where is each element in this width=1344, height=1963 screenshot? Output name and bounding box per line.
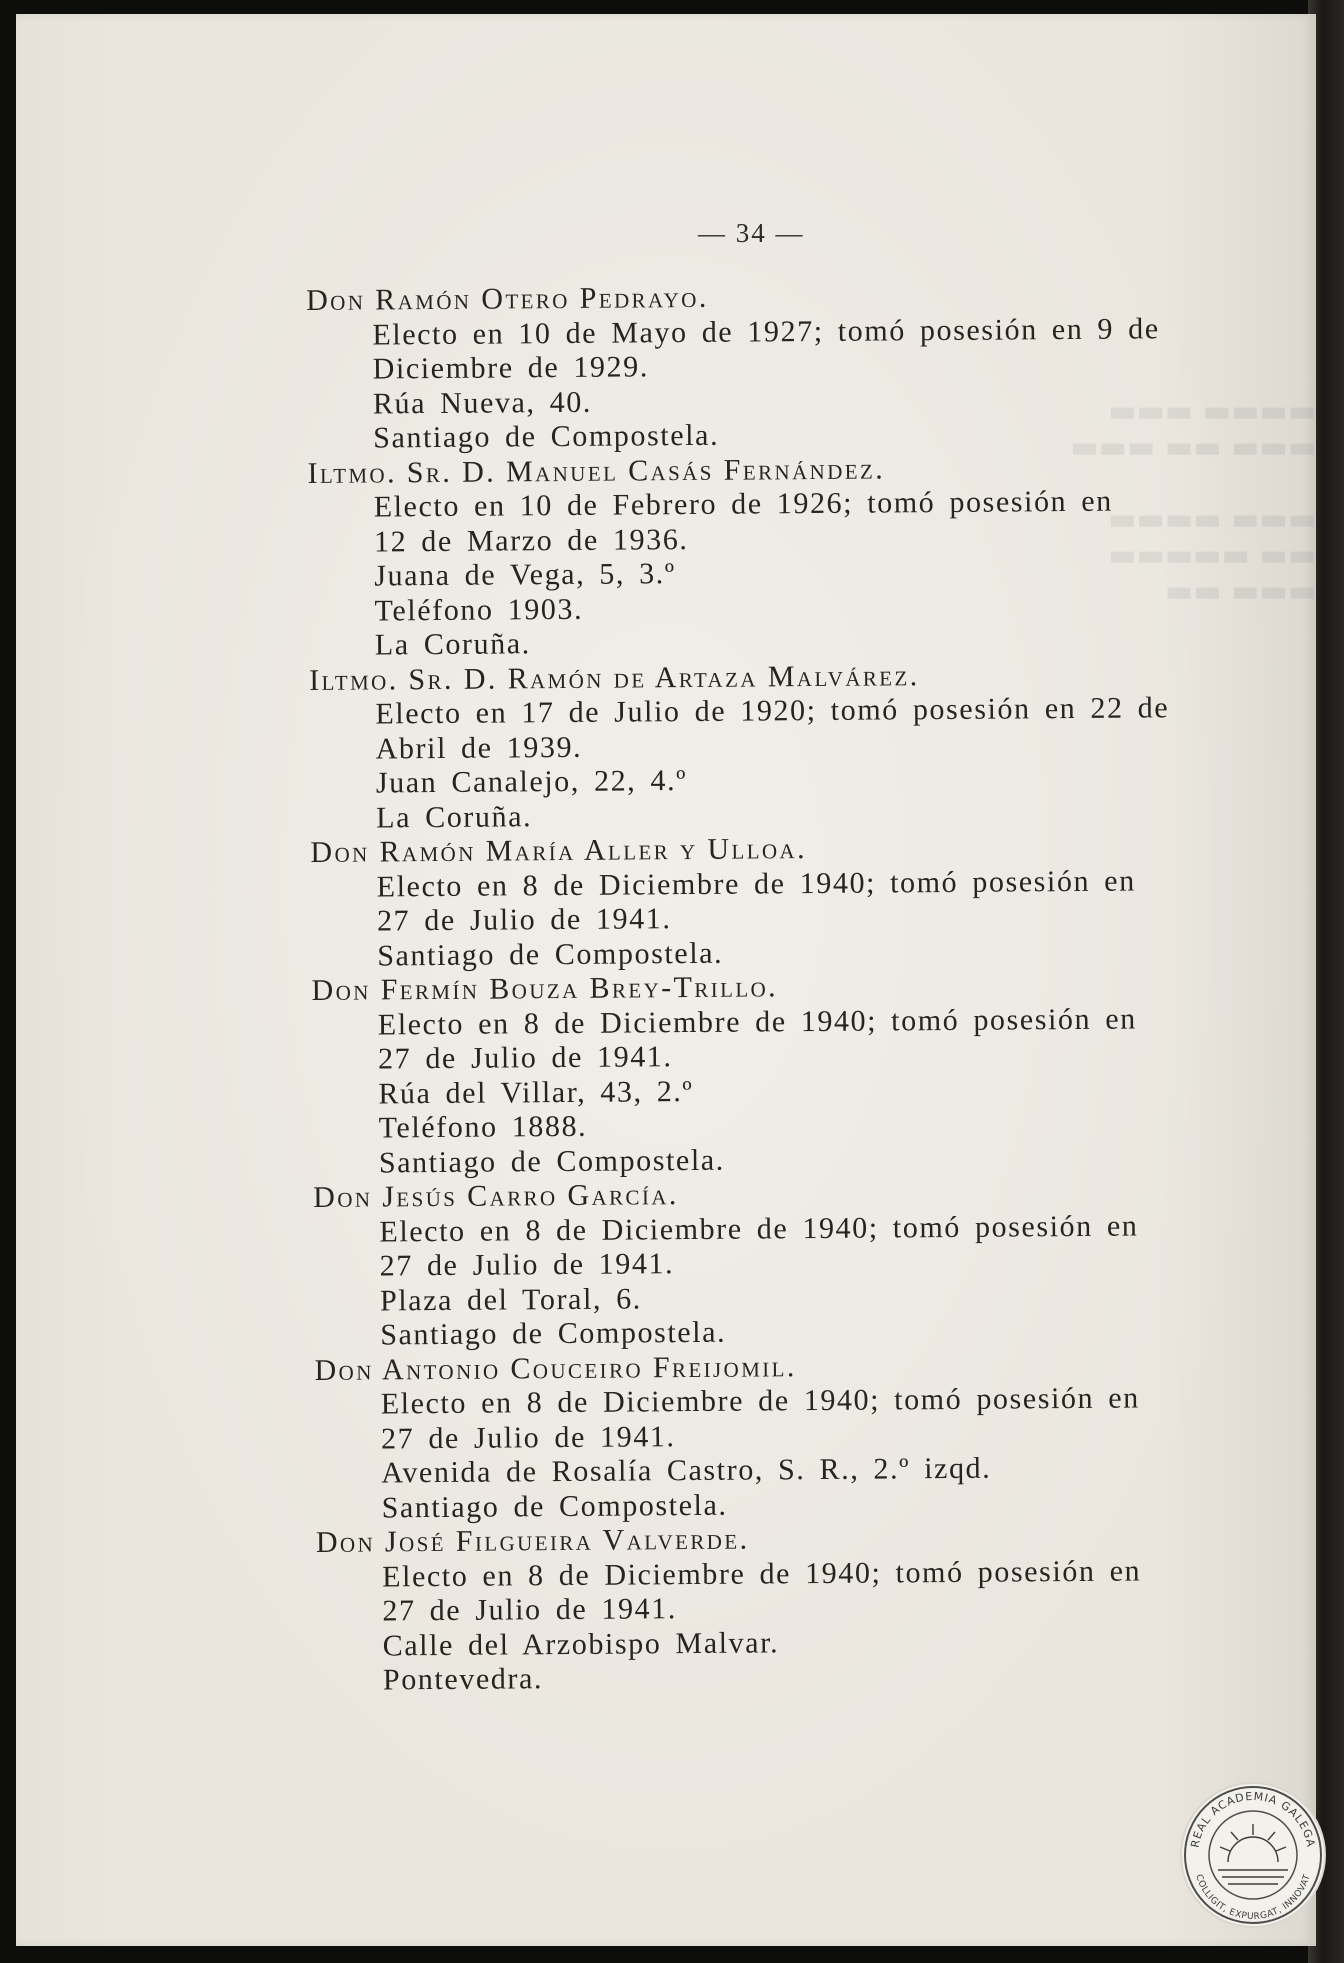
member-detail-line: Electo en 8 de Diciembre de 1940; tomó posesión en xyxy=(379,1208,1139,1248)
member-detail-line: Electo en 8 de Diciembre de 1940; tomó posesión en xyxy=(382,1553,1142,1593)
member-detail-line: Santiago de Compostela. xyxy=(378,1143,725,1179)
member-detail-line: La Coruña. xyxy=(376,799,533,834)
member-detail-line: Electo en 10 de Febrero de 1926; tomó posesión en xyxy=(373,484,1113,524)
svg-text:COLLIGIT, EXPURGAT, INNOVAT: COLLIGIT, EXPURGAT, INNOVAT xyxy=(1193,1873,1313,1923)
member-detail-line: 27 de Julio de 1941. xyxy=(376,902,672,938)
member-name: Don Fermín Bouza Brey-Trillo. xyxy=(311,970,779,1007)
member-detail-line: 27 de Julio de 1941. xyxy=(379,1247,675,1283)
member-detail-line: Electo en 8 de Diciembre de 1940; tomó posesión en xyxy=(380,1381,1140,1421)
member-detail-line: 27 de Julio de 1941. xyxy=(382,1592,678,1628)
academy-seal-stamp xyxy=(1178,1780,1328,1930)
member-entry xyxy=(307,449,1229,663)
show-through-text: ▬▬▬▬ ▬▬▬ ▬▬▬ ▬▬ ▬▬▬ ▬▬▬ ▬▬▬▬ ▬▬ ▬▬▬▬▬ ▬▬▬ ▬▬ xyxy=(1070,394,1316,609)
member-detail-line: Teléfono 1903. xyxy=(374,592,584,627)
member-detail-line: Teléfono 1888. xyxy=(378,1109,588,1145)
member-detail-line: 27 de Julio de 1941. xyxy=(377,1040,673,1076)
member-name: Iltmo. Sr. D. Ramón de Artaza Malvárez. xyxy=(308,658,920,697)
member-entry xyxy=(309,656,1230,836)
member-entry xyxy=(316,1519,1237,1699)
member-entry xyxy=(306,277,1227,457)
member-detail-line: 12 de Marzo de 1936. xyxy=(373,522,689,558)
svg-text:REAL ACADEMIA GALEGA: REAL ACADEMIA GALEGA xyxy=(1188,1789,1318,1849)
member-detail-line: 27 de Julio de 1941. xyxy=(380,1419,676,1455)
member-entry xyxy=(310,829,1231,974)
member-detail-line: Santiago de Compostela. xyxy=(373,418,720,455)
member-detail-line: Avenida de Rosalía Castro, S. R., 2.º izqd. xyxy=(381,1451,992,1490)
member-detail-line: Electo en 8 de Diciembre de 1940; tomó posesión en xyxy=(377,1001,1137,1041)
member-detail-line: Electo en 17 de Julio de 1920; tomó posesión en 22 de xyxy=(375,691,1170,731)
member-detail-line: Plaza del Toral, 6. xyxy=(379,1281,642,1317)
member-name: Don Jesús Carro García. xyxy=(313,1178,679,1214)
page-number: — 34 — xyxy=(698,218,805,248)
member-name: Iltmo. Sr. D. Manuel Casás Fernández. xyxy=(307,451,886,490)
member-name: Don José Filgueira Valverde. xyxy=(315,1522,750,1559)
member-entry xyxy=(313,1174,1234,1354)
member-name: Don Antonio Couceiro Freijomil. xyxy=(314,1349,797,1387)
member-detail-line: Juana de Vega, 5, 3.º xyxy=(374,557,676,593)
member-detail-line: Rúa del Villar, 43, 2.º xyxy=(378,1074,694,1110)
member-entry xyxy=(311,967,1233,1181)
member-detail-line: Santiago de Compostela. xyxy=(377,936,724,972)
member-detail-line: Calle del Arzobispo Malvar. xyxy=(382,1625,780,1662)
member-detail-line: Juan Canalejo, 22, 4.º xyxy=(375,764,688,800)
member-list xyxy=(306,277,1237,1699)
member-detail-line: La Coruña. xyxy=(374,627,531,662)
member-name: Don Ramón María Aller y Ulloa. xyxy=(310,832,808,869)
member-detail-line: Rúa Nueva, 40. xyxy=(372,385,593,420)
member-name: Don Ramón Otero Pedrayo. xyxy=(306,280,709,317)
member-detail-line: Diciembre de 1929. xyxy=(372,350,650,386)
member-detail-line: Electo en 8 de Diciembre de 1940; tomó posesión en xyxy=(376,864,1136,903)
member-detail-line: Pontevedra. xyxy=(382,1662,544,1697)
member-detail-line: Santiago de Compostela. xyxy=(380,1315,727,1352)
member-entry xyxy=(314,1346,1235,1526)
member-detail-line: Electo en 10 de Mayo de 1927; tomó posesión en 9 de xyxy=(372,311,1160,351)
member-detail-line: Abril de 1939. xyxy=(375,730,583,765)
member-detail-line: Santiago de Compostela. xyxy=(381,1488,728,1524)
